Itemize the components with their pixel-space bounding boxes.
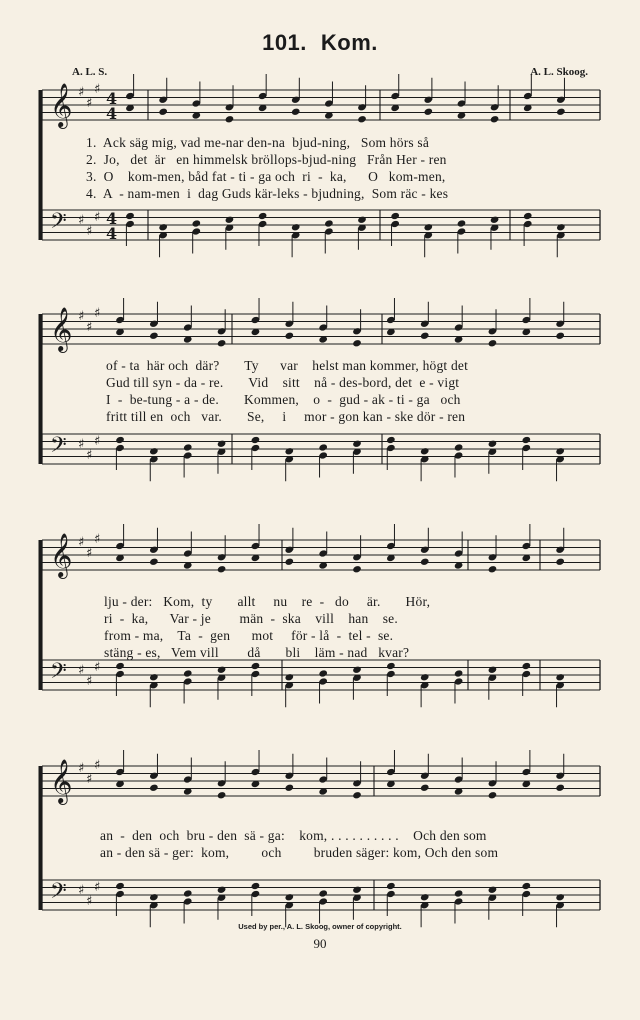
note-head xyxy=(420,893,430,901)
note-head xyxy=(555,558,565,566)
note-head xyxy=(251,882,261,890)
note-head xyxy=(115,882,125,890)
note-head xyxy=(420,673,430,681)
note-head xyxy=(217,791,227,799)
key-signature-sharp: ♯ xyxy=(86,320,93,335)
key-signature-sharp: ♯ xyxy=(94,758,101,773)
key-signature-sharp: ♯ xyxy=(86,894,93,909)
note-head xyxy=(488,886,498,894)
note-head xyxy=(488,440,498,448)
note-head xyxy=(125,212,135,220)
key-signature-sharp: ♯ xyxy=(78,761,85,776)
note-head xyxy=(291,108,301,116)
note-head xyxy=(291,223,301,231)
key-signature-sharp: ♯ xyxy=(86,96,93,111)
note-head xyxy=(352,339,362,347)
note-head xyxy=(158,223,168,231)
note-head xyxy=(318,443,328,451)
note-head xyxy=(251,662,261,670)
note-head xyxy=(285,893,295,901)
bass-clef: 𝄢 xyxy=(50,879,67,909)
note-head xyxy=(555,784,565,792)
note-head xyxy=(386,662,396,670)
lyric-line: 4. A - nam-men i dag Guds kär-leks - bjudning, Som räc - kes xyxy=(86,186,449,201)
note-head xyxy=(318,889,328,897)
lyric-line: an - den och bru - den sä - ga: kom, . . . . . . . . . . Och den som xyxy=(100,828,487,843)
note-head xyxy=(488,666,498,674)
lyric-line: stäng - es, Vem vill då bli läm - nad kvar? xyxy=(104,645,410,660)
lyric-line: 1. Ack säg mig, vad me-nar den-na bjud-ning, Som hörs så xyxy=(86,135,430,150)
note-head xyxy=(285,784,295,792)
note-head xyxy=(251,436,261,444)
note-head xyxy=(522,662,532,670)
key-signature-sharp: ♯ xyxy=(86,772,93,787)
key-signature-sharp: ♯ xyxy=(78,437,85,452)
time-signature: 4 xyxy=(106,209,118,228)
note-head xyxy=(424,108,434,116)
note-head xyxy=(158,108,168,116)
note-head xyxy=(454,669,464,677)
key-signature-sharp: ♯ xyxy=(86,674,93,689)
note-head xyxy=(217,440,227,448)
note-head xyxy=(352,666,362,674)
key-signature-sharp: ♯ xyxy=(94,660,101,675)
key-signature-sharp: ♯ xyxy=(78,663,85,678)
key-signature-sharp: ♯ xyxy=(78,309,85,324)
note-head xyxy=(318,669,328,677)
note-head xyxy=(225,216,235,224)
lyric-line: 2. Jo, det är en himmelsk bröllops-bjud-ning Från Her - ren xyxy=(86,152,447,167)
note-head xyxy=(217,666,227,674)
note-head xyxy=(555,447,565,455)
copyright-note: Used by per., A. L. Skoog, owner of copyright. xyxy=(238,922,402,931)
hymn-number: 101. xyxy=(262,30,307,55)
note-head xyxy=(183,443,193,451)
note-head xyxy=(490,216,500,224)
key-signature-sharp: ♯ xyxy=(86,546,93,561)
note-head xyxy=(420,558,430,566)
treble-clef: 𝄞 xyxy=(50,759,73,803)
note-head xyxy=(522,436,532,444)
note-head xyxy=(149,558,159,566)
key-signature-sharp: ♯ xyxy=(94,880,101,895)
bass-clef: 𝄢 xyxy=(50,659,67,689)
note-head xyxy=(149,447,159,455)
treble-clef: 𝄞 xyxy=(50,307,73,351)
composer-credit: A. L. Skoog. xyxy=(530,66,588,78)
key-signature-sharp: ♯ xyxy=(78,883,85,898)
lyric-line: an - den sä - ger: kom, och bruden säger: kom, Och den som xyxy=(100,845,499,860)
treble-clef: 𝄞 xyxy=(50,533,73,577)
note-head xyxy=(352,791,362,799)
note-head xyxy=(357,216,367,224)
note-head xyxy=(225,115,235,123)
lyric-line: Gud till syn - da - re. Vid sitt nå - des-bord, det e - vigt xyxy=(106,375,460,390)
note-head xyxy=(420,447,430,455)
note-head xyxy=(424,223,434,231)
key-signature-sharp: ♯ xyxy=(78,213,85,228)
lyric-line: ri - ka, Var - je män - ska vill han se. xyxy=(104,611,398,626)
lyric-line: I - be-tung - a - de. Kommen, o - gud - ak - ti - ga och xyxy=(106,392,461,407)
key-signature-sharp: ♯ xyxy=(94,532,101,547)
lyric-line: 3. O kom-men, båd fat - ti - ga och ri - ka, O kom-men, xyxy=(86,169,446,184)
note-head xyxy=(285,673,295,681)
note-head xyxy=(285,447,295,455)
lyric-line: lju - der: Kom, ty allt nu re - do är. Hör, xyxy=(104,594,431,609)
note-head xyxy=(386,436,396,444)
note-head xyxy=(115,436,125,444)
key-signature-sharp: ♯ xyxy=(94,306,101,321)
lyric-line: from - ma, Ta - gen mot för - lå - tel - se. xyxy=(104,628,394,643)
note-head xyxy=(352,886,362,894)
note-head xyxy=(555,332,565,340)
key-signature-sharp: ♯ xyxy=(86,448,93,463)
note-head xyxy=(457,219,467,227)
note-head xyxy=(523,212,533,220)
note-head xyxy=(522,882,532,890)
note-head xyxy=(192,219,202,227)
note-head xyxy=(555,673,565,681)
key-signature-sharp: ♯ xyxy=(86,224,93,239)
treble-clef: 𝄞 xyxy=(50,83,73,127)
note-head xyxy=(324,219,334,227)
note-head xyxy=(115,662,125,670)
note-head xyxy=(357,115,367,123)
note-head xyxy=(217,565,227,573)
note-head xyxy=(488,791,498,799)
key-signature-sharp: ♯ xyxy=(78,535,85,550)
key-signature-sharp: ♯ xyxy=(94,82,101,97)
note-head xyxy=(556,108,566,116)
note-head xyxy=(285,558,295,566)
note-head xyxy=(454,889,464,897)
page-number: 90 xyxy=(313,936,327,951)
note-head xyxy=(149,673,159,681)
note-head xyxy=(258,212,268,220)
note-head xyxy=(149,332,159,340)
time-signature: 4 xyxy=(106,104,118,123)
key-signature-sharp: ♯ xyxy=(78,85,85,100)
bass-clef: 𝄢 xyxy=(50,209,67,239)
note-head xyxy=(183,889,193,897)
hymn-title: Kom. xyxy=(320,30,378,55)
note-head xyxy=(352,440,362,448)
note-head xyxy=(420,332,430,340)
note-head xyxy=(488,565,498,573)
key-signature-sharp: ♯ xyxy=(94,210,101,225)
note-head xyxy=(352,565,362,573)
note-head xyxy=(149,893,159,901)
note-head xyxy=(386,882,396,890)
note-head xyxy=(454,443,464,451)
note-head xyxy=(183,669,193,677)
lyric-line: fritt till en och var. Se, i mor - gon kan - ske dör - ren xyxy=(106,409,466,424)
note-head xyxy=(217,339,227,347)
note-head xyxy=(556,223,566,231)
note-head xyxy=(490,115,500,123)
note-head xyxy=(217,886,227,894)
note-head xyxy=(420,784,430,792)
bass-clef: 𝄢 xyxy=(50,433,67,463)
lyric-line: of - ta här och där? Ty var helst man kommer, högt det xyxy=(106,358,469,373)
lyricist-credit: A. L. S. xyxy=(72,66,108,78)
time-signature: 4 xyxy=(106,89,118,108)
note-head xyxy=(555,893,565,901)
note-head xyxy=(488,339,498,347)
note-head xyxy=(390,212,400,220)
key-signature-sharp: ♯ xyxy=(94,434,101,449)
note-head xyxy=(149,784,159,792)
note-head xyxy=(285,332,295,340)
time-signature: 4 xyxy=(106,224,118,243)
